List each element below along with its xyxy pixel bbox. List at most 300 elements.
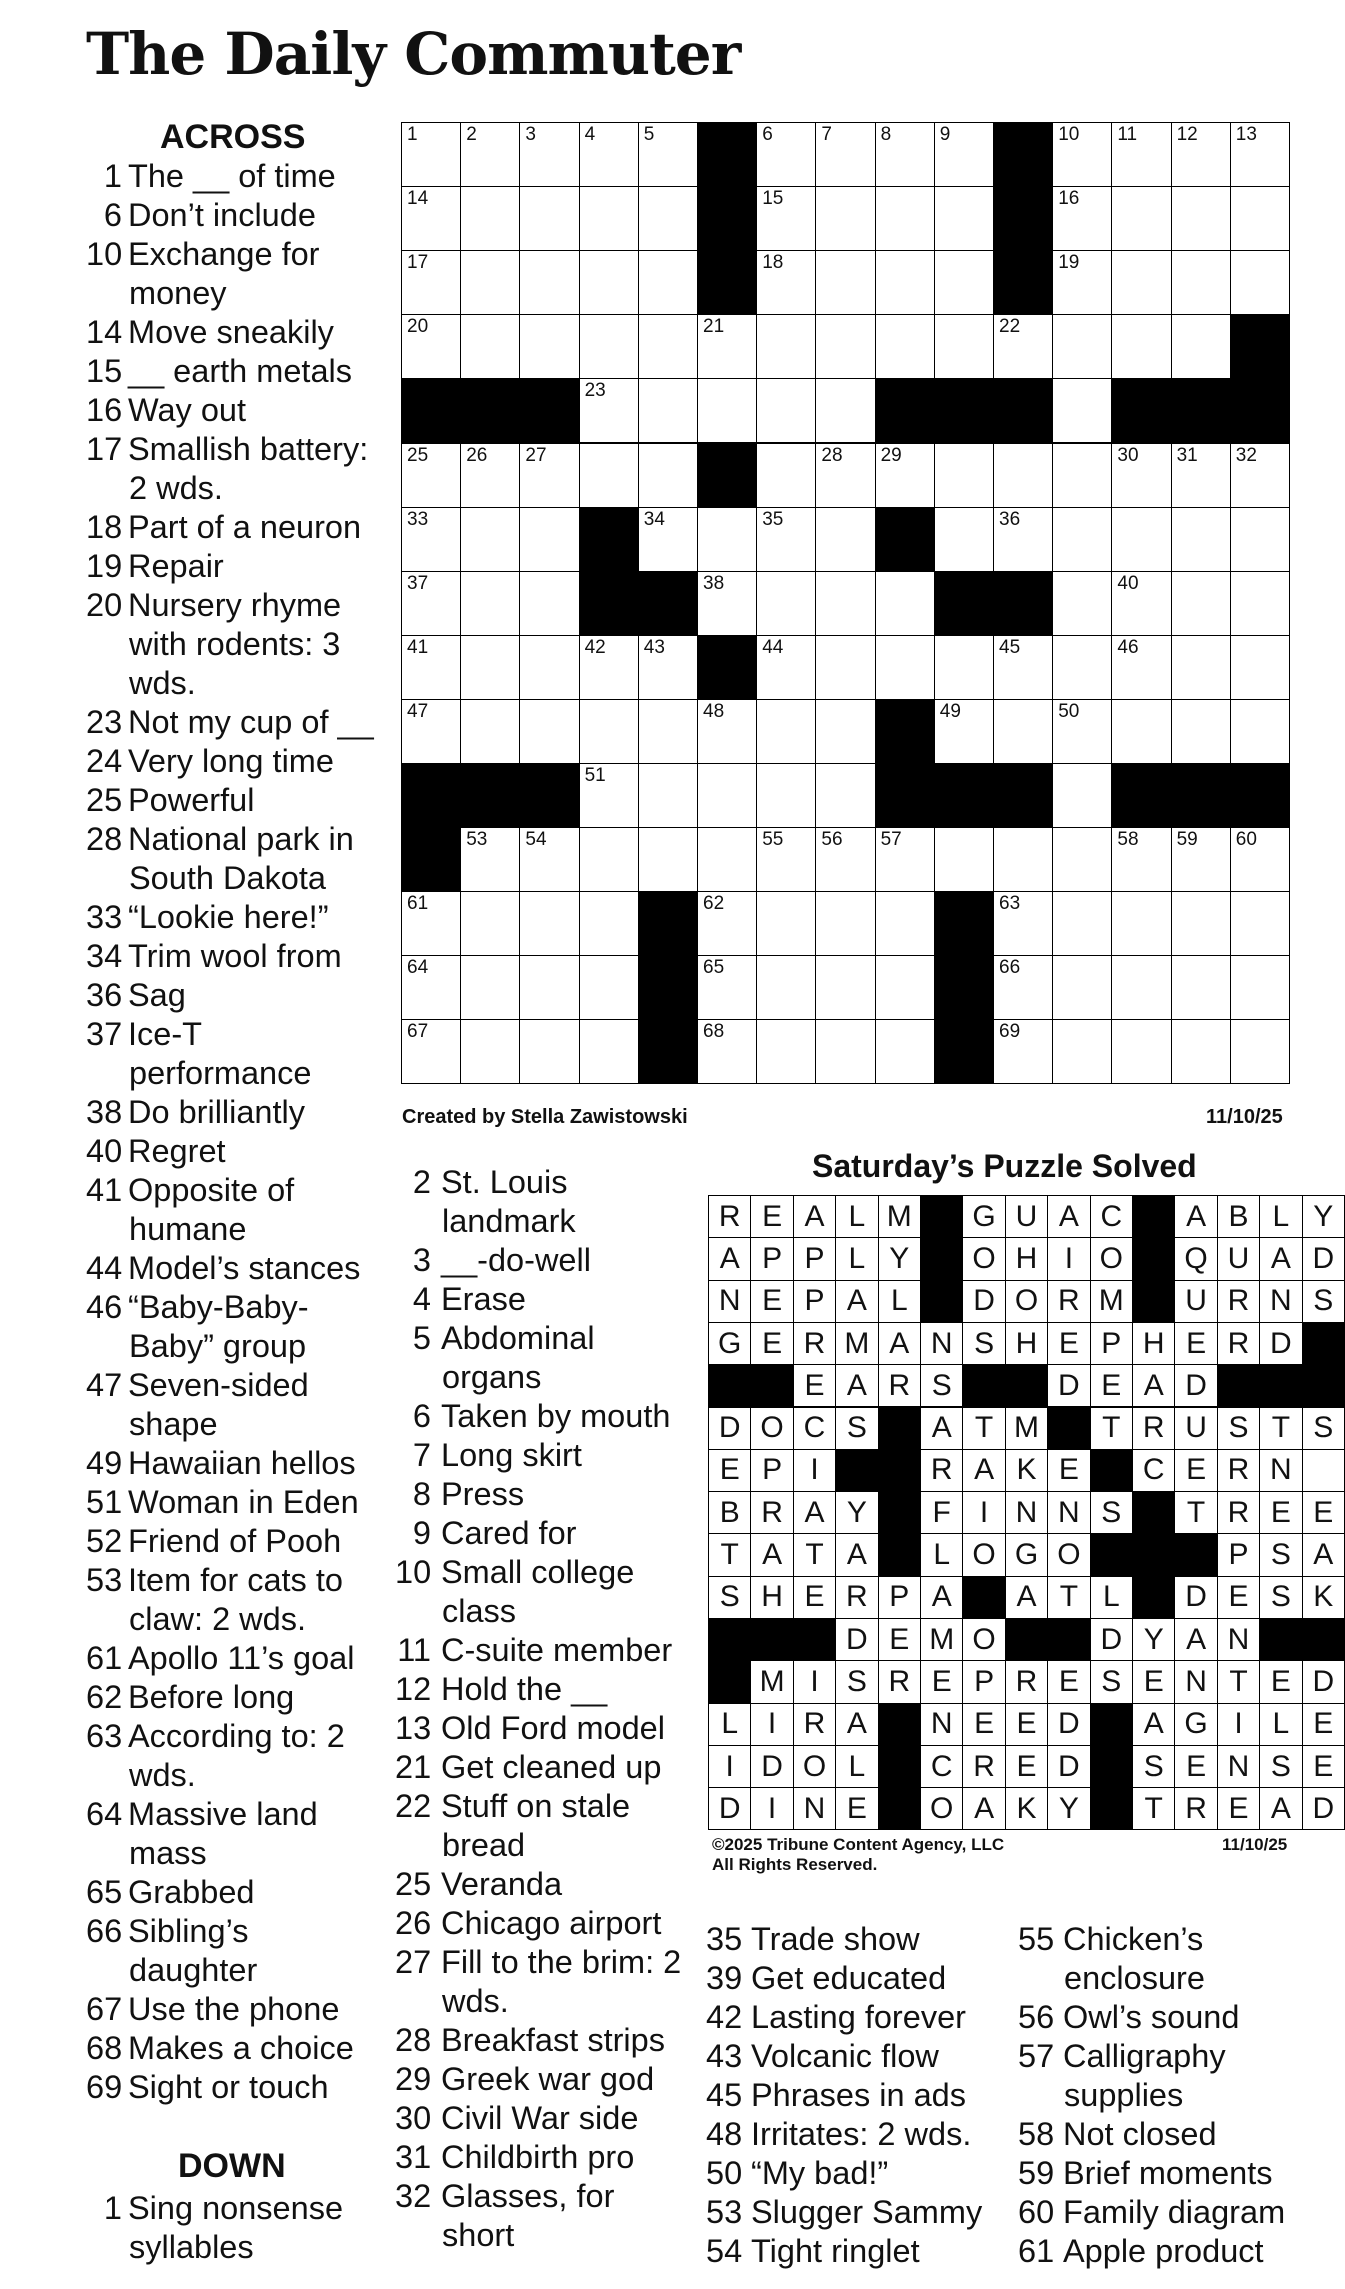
puzzle-cell — [815, 378, 875, 443]
solved-cell — [1090, 1618, 1133, 1661]
cell-letter: K — [1016, 1453, 1037, 1487]
cell-letter: O — [930, 1791, 954, 1825]
puzzle-block — [993, 571, 1053, 636]
puzzle-cell — [875, 250, 935, 315]
cell-letter: G — [1184, 1707, 1208, 1741]
clue-number: 54 — [706, 2233, 743, 2269]
solved-cell — [1090, 1407, 1133, 1450]
cell-number: 17 — [407, 252, 429, 274]
cell-number: 38 — [703, 572, 725, 594]
cell-letter: F — [932, 1495, 951, 1529]
cell-number: 1 — [407, 124, 418, 145]
solved-cell — [1047, 1660, 1090, 1703]
puzzle-block — [401, 378, 461, 443]
clue-text: Trim wool from — [128, 938, 342, 974]
puzzle-cell — [875, 827, 935, 892]
clue-text: Calligraphy — [1063, 2038, 1226, 2074]
clue-text: wds. — [442, 1983, 509, 2019]
cell-letter: I — [725, 1749, 734, 1783]
cell-number: 37 — [407, 572, 429, 594]
solved-cell — [708, 1491, 751, 1534]
clue-text: Massive land — [128, 1796, 318, 1832]
clue-text: Cared for — [441, 1515, 577, 1551]
puzzle-cell — [1111, 122, 1171, 187]
clue-text: Item for cats to — [128, 1562, 343, 1598]
cell-letter: I — [767, 1707, 777, 1741]
puzzle-cell — [460, 122, 520, 187]
puzzle-cell — [993, 955, 1053, 1020]
cell-letter: M — [1013, 1411, 1039, 1445]
puzzle-cell — [460, 891, 520, 956]
cell-letter: E — [1186, 1453, 1207, 1487]
solved-cell — [1174, 1660, 1217, 1703]
cell-number: 58 — [1117, 829, 1139, 851]
clue-text: Glasses, for — [441, 2178, 615, 2214]
solved-cell — [708, 1703, 751, 1746]
puzzle-cell — [1111, 699, 1171, 764]
puzzle-cell — [1052, 827, 1112, 892]
puzzle-cell — [756, 378, 816, 443]
solved-cell — [793, 1195, 836, 1238]
cell-letter: D — [1058, 1707, 1080, 1741]
clue-text: Friend of Pooh — [128, 1523, 342, 1559]
clue-text: daughter — [129, 1952, 258, 1988]
cell-number: 19 — [1058, 252, 1080, 274]
cell-letter: O — [802, 1749, 827, 1783]
solved-cell — [878, 1576, 921, 1619]
clue-number: 40 — [86, 1133, 123, 1169]
solved-cell — [750, 1745, 793, 1788]
puzzle-cell — [460, 635, 520, 700]
solved-block — [920, 1237, 963, 1280]
puzzle-cell — [934, 186, 994, 251]
solved-cell — [1174, 1703, 1217, 1746]
puzzle-cell — [1052, 1019, 1112, 1084]
cell-number: 10 — [1058, 124, 1080, 145]
solved-cell — [920, 1491, 963, 1534]
clue-number: 35 — [706, 1921, 743, 1957]
puzzle-cell — [579, 443, 639, 508]
cell-letter: A — [1270, 1791, 1291, 1825]
clue-text: Opposite of — [128, 1172, 295, 1208]
cell-letter: E — [762, 1284, 783, 1318]
clue-number: 22 — [395, 1788, 432, 1824]
cell-letter: S — [1313, 1411, 1334, 1445]
solved-cell — [1174, 1322, 1217, 1365]
puzzle-cell — [1052, 763, 1112, 828]
puzzle-cell — [401, 891, 461, 956]
clue-text: Sight or touch — [128, 2069, 329, 2105]
puzzle-cell — [519, 699, 579, 764]
puzzle-cell — [697, 763, 757, 828]
cell-letter: R — [761, 1495, 783, 1529]
cell-letter: I — [1234, 1707, 1243, 1741]
cell-number: 21 — [703, 316, 725, 338]
puzzle-cell — [1111, 955, 1171, 1020]
cell-number: 61 — [407, 893, 429, 915]
solved-cell — [1047, 1703, 1090, 1746]
clue-text: Volcanic flow — [751, 2038, 939, 2074]
clue-text: 2 wds. — [129, 470, 223, 506]
cell-letter: O — [972, 1538, 996, 1572]
clue-number: 57 — [1018, 2038, 1055, 2074]
clue-text: The __ of time — [128, 158, 336, 194]
cell-number: 32 — [1235, 444, 1257, 466]
cell-letter: R — [1227, 1326, 1250, 1360]
cell-number: 23 — [584, 380, 606, 402]
puzzle-cell — [638, 378, 698, 443]
solved-cell — [1047, 1280, 1090, 1323]
puzzle-cell — [460, 955, 520, 1020]
clue-number: 4 — [412, 1281, 431, 1317]
clue-text: Taken by mouth — [441, 1398, 671, 1434]
puzzle-block — [1111, 378, 1171, 443]
clue-number: 47 — [86, 1367, 123, 1403]
solved-cell — [962, 1322, 1005, 1365]
puzzle-cell — [1052, 186, 1112, 251]
cell-number: 47 — [407, 700, 429, 722]
puzzle-cell — [815, 763, 875, 828]
cell-letter: D — [1312, 1791, 1335, 1825]
clue-text: Smallish battery: — [128, 431, 369, 467]
puzzle-cell — [934, 314, 994, 379]
clue-text: landmark — [442, 1203, 576, 1239]
solved-block — [962, 1364, 1005, 1407]
solved-cell — [962, 1618, 1005, 1661]
puzzle-cell — [875, 122, 935, 187]
cell-number: 22 — [999, 316, 1021, 338]
solved-cell — [962, 1533, 1005, 1576]
solved-date: 11/10/25 — [1222, 1835, 1288, 1854]
cell-letter: B — [1228, 1199, 1249, 1233]
cell-letter: H — [1015, 1326, 1038, 1360]
solved-block — [1090, 1787, 1133, 1830]
puzzle-cell — [519, 955, 579, 1020]
solved-cell — [1302, 1407, 1345, 1450]
clue-number: 50 — [706, 2155, 743, 2191]
cell-letter: K — [1313, 1580, 1334, 1614]
puzzle-cell — [519, 571, 579, 636]
cell-letter: E — [1058, 1453, 1079, 1487]
clue-text: C-suite member — [441, 1632, 673, 1668]
puzzle-cell — [875, 314, 935, 379]
puzzle-cell — [401, 1019, 461, 1084]
cell-letter: U — [1185, 1411, 1207, 1445]
solved-cell — [878, 1237, 921, 1280]
cell-letter: S — [719, 1580, 740, 1614]
solved-cell — [750, 1237, 793, 1280]
puzzle-cell — [579, 891, 639, 956]
cell-letter: A — [1186, 1199, 1207, 1233]
cell-number: 29 — [880, 444, 902, 466]
puzzle-block — [519, 763, 579, 828]
puzzle-cell — [697, 507, 757, 572]
puzzle-block — [934, 763, 994, 828]
solved-cell — [750, 1703, 793, 1746]
solved-cell — [835, 1280, 878, 1323]
cell-number: 54 — [525, 829, 547, 851]
cell-letter: T — [1059, 1580, 1079, 1614]
solved-cell — [1047, 1491, 1090, 1534]
clue-text: Makes a choice — [128, 2030, 354, 2066]
cell-number: 65 — [703, 957, 725, 979]
cell-letter: P — [974, 1664, 995, 1698]
solved-cell — [1005, 1533, 1048, 1576]
cell-letter: I — [810, 1664, 819, 1698]
puzzle-cell — [401, 250, 461, 315]
solved-cell — [1174, 1237, 1217, 1280]
clue-text: Model’s stances — [128, 1250, 361, 1286]
solved-cell — [708, 1407, 751, 1450]
cell-letter: K — [1016, 1791, 1037, 1825]
solved-cell — [878, 1280, 921, 1323]
solved-block — [835, 1449, 878, 1492]
cell-letter: R — [888, 1368, 911, 1402]
cell-letter: R — [803, 1326, 826, 1360]
crossword-grid — [401, 122, 1289, 1084]
clue-text: __-do-well — [441, 1242, 591, 1278]
solved-cell — [878, 1322, 921, 1365]
puzzle-cell — [638, 250, 698, 315]
cell-letter: T — [1144, 1791, 1163, 1825]
solved-block — [1090, 1703, 1133, 1746]
cell-letter: U — [1185, 1284, 1207, 1318]
cell-letter: E — [1186, 1749, 1207, 1783]
clue-text: Baby” group — [129, 1328, 307, 1364]
clue-number: 3 — [412, 1242, 431, 1278]
puzzle-cell — [401, 443, 461, 508]
cell-number: 6 — [762, 124, 773, 145]
clue-text: Don’t include — [128, 197, 316, 233]
clue-text: Tight ringlet — [751, 2233, 920, 2269]
cell-letter: P — [804, 1241, 825, 1275]
solved-cell — [1259, 1533, 1302, 1576]
puzzle-cell — [993, 827, 1053, 892]
cell-number: 66 — [999, 957, 1021, 979]
cell-number: 5 — [643, 124, 655, 145]
cell-letter: E — [846, 1791, 867, 1825]
cell-letter: N — [803, 1791, 826, 1825]
cell-letter: S — [931, 1368, 952, 1402]
cell-letter: A — [1186, 1622, 1207, 1656]
cell-letter: A — [762, 1538, 783, 1572]
puzzle-block — [993, 763, 1053, 828]
clue-text: Exchange for — [128, 236, 320, 272]
puzzle-cell — [993, 699, 1053, 764]
solved-cell — [750, 1322, 793, 1365]
puzzle-block — [460, 763, 520, 828]
clue-text: Childbirth pro — [441, 2139, 635, 2175]
puzzle-block — [875, 763, 935, 828]
cell-letter: M — [886, 1199, 912, 1233]
solved-cell — [1302, 1660, 1345, 1703]
cell-number: 59 — [1176, 829, 1198, 851]
cell-letter: R — [1015, 1664, 1038, 1698]
solved-cell — [1174, 1618, 1217, 1661]
clue-number: 1 — [103, 158, 122, 194]
cell-letter: N — [930, 1326, 953, 1360]
clue-number: 64 — [86, 1796, 123, 1832]
solved-cell — [1217, 1491, 1260, 1534]
puzzle-cell — [1052, 699, 1112, 764]
cell-letter: E — [1143, 1664, 1164, 1698]
cell-number: 9 — [939, 124, 951, 145]
cell-number: 13 — [1235, 124, 1257, 145]
solved-cell — [1259, 1745, 1302, 1788]
cell-number: 20 — [407, 316, 429, 338]
clue-text: wds. — [129, 665, 196, 701]
cell-number: 2 — [466, 124, 477, 145]
cell-letter: N — [1270, 1284, 1292, 1318]
cell-letter: R — [718, 1199, 741, 1233]
clue-number: 31 — [395, 2139, 432, 2175]
cell-letter: R — [930, 1453, 953, 1487]
cell-letter: T — [1229, 1664, 1248, 1698]
puzzle-cell — [401, 955, 461, 1020]
solved-block — [1132, 1576, 1175, 1619]
clue-number: 12 — [395, 1671, 432, 1707]
solved-block — [1259, 1618, 1302, 1661]
puzzle-cell — [875, 1019, 935, 1084]
puzzle-cell — [993, 443, 1053, 508]
solved-cell — [1132, 1745, 1175, 1788]
solved-cell — [920, 1660, 963, 1703]
clue-text: Chicago airport — [441, 1905, 662, 1941]
cell-letter: R — [1058, 1284, 1080, 1318]
solved-cell — [1174, 1576, 1217, 1619]
solved-cell — [1259, 1449, 1302, 1492]
solved-cell — [793, 1660, 836, 1703]
puzzle-cell — [519, 635, 579, 700]
puzzle-cell — [934, 635, 994, 700]
puzzle-block — [638, 1019, 698, 1084]
solved-cell — [793, 1280, 836, 1323]
solved-block — [1302, 1364, 1345, 1407]
solved-cell — [878, 1618, 921, 1661]
cell-letter: G — [972, 1199, 996, 1233]
cell-letter: D — [1058, 1368, 1080, 1402]
puzzle-cell — [697, 378, 757, 443]
solved-cell — [708, 1576, 751, 1619]
solved-block — [878, 1449, 921, 1492]
solved-cell — [1005, 1195, 1048, 1238]
puzzle-cell — [1171, 443, 1231, 508]
puzzle-cell — [875, 635, 935, 700]
cell-letter: A — [719, 1241, 740, 1275]
puzzle-block — [401, 763, 461, 828]
puzzle-cell — [460, 699, 520, 764]
puzzle-cell — [815, 891, 875, 956]
cell-letter: D — [718, 1791, 741, 1825]
solved-cell — [878, 1195, 921, 1238]
puzzle-cell — [875, 955, 935, 1020]
cell-letter: R — [1142, 1411, 1165, 1445]
solved-cell — [1174, 1491, 1217, 1534]
solved-block — [1259, 1364, 1302, 1407]
solved-block — [708, 1364, 751, 1407]
puzzle-cell — [460, 250, 520, 315]
solved-cell — [1259, 1703, 1302, 1746]
cell-letter: D — [1270, 1326, 1292, 1360]
cell-letter: R — [1227, 1453, 1250, 1487]
clue-text: Seven-sided — [128, 1367, 309, 1403]
solved-cell — [835, 1618, 878, 1661]
puzzle-block — [934, 955, 994, 1020]
solved-cell — [1259, 1195, 1302, 1238]
cell-number: 55 — [762, 829, 784, 851]
clue-number: 56 — [1018, 1999, 1055, 2035]
cell-letter: P — [1228, 1538, 1249, 1572]
puzzle-block — [579, 571, 639, 636]
solved-block — [878, 1491, 921, 1534]
puzzle-cell — [1171, 250, 1231, 315]
solved-block — [708, 1618, 751, 1661]
cell-letter: C — [930, 1749, 953, 1783]
puzzle-cell — [815, 1019, 875, 1084]
solved-cell — [835, 1407, 878, 1450]
cell-letter: I — [810, 1453, 819, 1487]
solved-cell — [1302, 1576, 1345, 1619]
cell-number: 51 — [584, 765, 606, 786]
cell-letter: O — [1099, 1241, 1123, 1275]
clue-text: Regret — [128, 1133, 226, 1169]
puzzle-block — [579, 507, 639, 572]
puzzle-cell — [460, 571, 520, 636]
puzzle-block — [934, 571, 994, 636]
clue-text: Repair — [128, 548, 224, 584]
puzzle-block — [697, 186, 757, 251]
solved-cell — [1174, 1745, 1217, 1788]
solved-block — [1132, 1533, 1175, 1576]
cell-letter: Y — [889, 1241, 910, 1275]
copyright-line-1: ©2025 Tribune Content Agency, LLC — [712, 1835, 1005, 1854]
cell-letter: C — [1142, 1453, 1165, 1487]
solved-cell — [1302, 1449, 1345, 1492]
puzzle-cell — [815, 122, 875, 187]
cell-number: 7 — [821, 124, 832, 145]
solved-cell — [708, 1449, 751, 1492]
clue-text: Hawaiian hellos — [128, 1445, 356, 1481]
puzzle-block — [697, 635, 757, 700]
puzzle-block — [1230, 763, 1290, 828]
clue-text: Stuff on stale — [441, 1788, 631, 1824]
solved-cell — [1302, 1745, 1345, 1788]
puzzle-cell — [815, 507, 875, 572]
solved-cell — [1302, 1195, 1345, 1238]
cell-letter: T — [805, 1538, 824, 1572]
cell-letter: A — [804, 1199, 825, 1233]
cell-number: 11 — [1117, 124, 1138, 145]
puzzle-cell — [697, 699, 757, 764]
solved-cell — [1302, 1280, 1345, 1323]
clue-number: 49 — [86, 1445, 123, 1481]
cell-letter: D — [718, 1411, 741, 1445]
puzzle-cell — [815, 635, 875, 700]
clue-text: Way out — [128, 392, 247, 428]
cell-letter: R — [1227, 1495, 1250, 1529]
clue-number: 7 — [412, 1437, 431, 1473]
cell-letter: S — [1101, 1495, 1122, 1529]
puzzle-block — [697, 250, 757, 315]
clue-number: 46 — [86, 1289, 123, 1325]
puzzle-cell — [1111, 314, 1171, 379]
puzzle-cell — [401, 314, 461, 379]
cell-letter: P — [804, 1284, 825, 1318]
puzzle-cell — [756, 507, 816, 572]
cell-number: 26 — [466, 444, 488, 466]
clue-text: mass — [129, 1835, 207, 1871]
puzzle-cell — [1230, 891, 1290, 956]
